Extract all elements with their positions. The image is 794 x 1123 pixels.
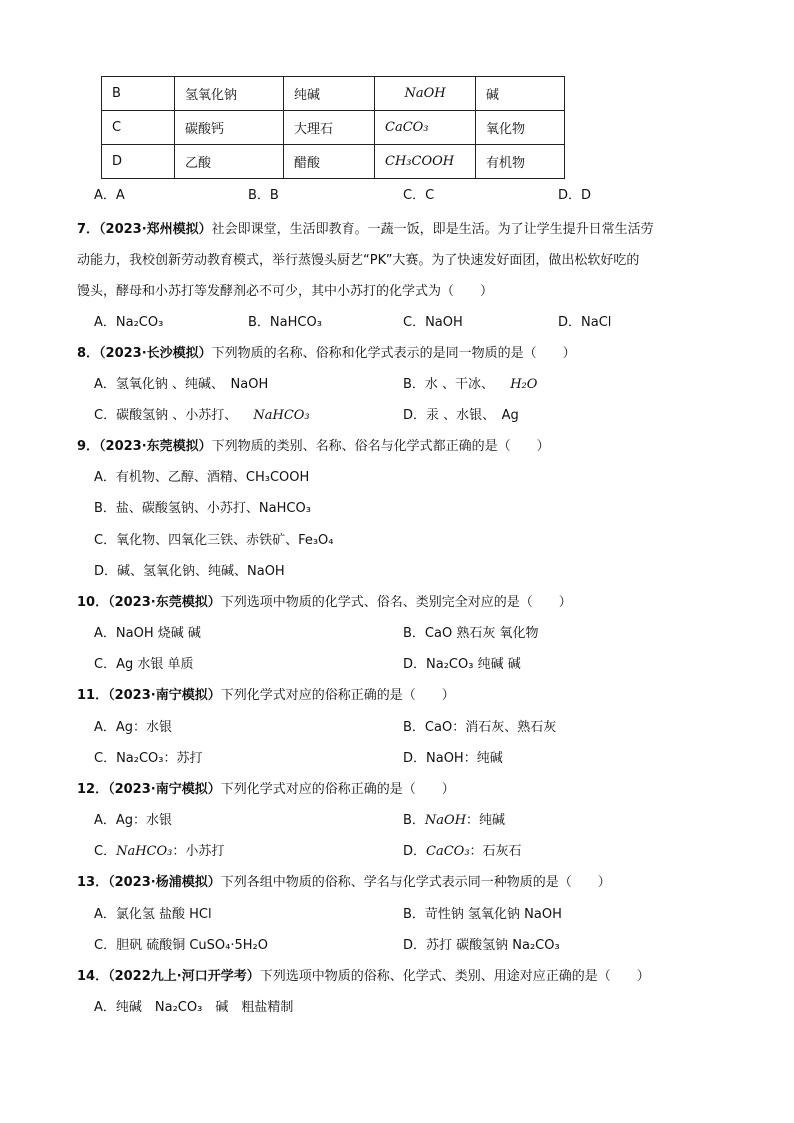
option-a: A．A: [94, 188, 125, 203]
question-stem: 下列各组中物质的俗称、学名与化学式表示同一种物质的是（ ）: [220, 875, 611, 890]
table-cell: 有机物: [476, 145, 565, 179]
table-cell: 大理石: [284, 111, 375, 145]
option-a: A．Na₂CO₃: [94, 315, 164, 330]
question-10: [77, 594, 572, 612]
option-b: B．CaO 熟石灰 氧化物: [403, 626, 539, 641]
option-a: A．有机物、乙醇、酒精、CH₃COOH: [94, 470, 310, 485]
table-cell: 醋酸: [284, 145, 375, 179]
question-number: 9．: [77, 439, 100, 454]
question-number: 12．: [77, 782, 109, 797]
option-text: B．水 、干冰、: [403, 377, 495, 392]
question-7: [77, 221, 654, 239]
question-number: 13．: [77, 875, 109, 890]
question-7-line2: 动能力，我校创新劳动教育模式，举行蒸馒头厨艺“PK”大赛。为了快速发好面团，做出松软好吃的: [77, 253, 640, 268]
option-a: A．纯碱 Na₂CO₃ 碱 粗盐精制: [94, 1000, 294, 1015]
table-cell: 碳酸钙: [175, 111, 284, 145]
question-source: （2023·郑州模拟）: [99, 222, 212, 237]
question-14: [77, 968, 650, 986]
question-stem: 下列化学式对应的俗称正确的是（ ）: [220, 782, 455, 797]
option-c: C．胆矾 硫酸铜 CuSO₄·5H₂O: [94, 938, 268, 953]
question-source: （2023·南宁模拟）: [108, 782, 221, 797]
table-cell: 乙酸: [175, 145, 284, 179]
option-formula: NaHCO₃: [253, 408, 310, 423]
option-b: B．苛性钠 氢氧化钠 NaOH: [403, 907, 562, 922]
table-cell-formula: CH₃COOH: [375, 145, 476, 179]
option-formula: H₂O: [510, 377, 538, 392]
option-a: A．Ag：水银: [94, 813, 173, 828]
option-d: [403, 843, 522, 861]
question-source: （2023·东莞模拟）: [108, 595, 221, 610]
option-c: C．氧化物、四氧化三铁、赤铁矿、Fe₃O₄: [94, 533, 334, 548]
option-text: C．碳酸氢钠 、小苏打、: [94, 408, 238, 423]
option-a: A．NaOH 烧碱 碱: [94, 626, 201, 641]
table-cell: C: [102, 111, 175, 145]
option-b: B．B: [248, 188, 279, 203]
option-a: A．Ag：水银: [94, 720, 173, 735]
option-c: C．C: [403, 188, 435, 203]
question-number: 8．: [77, 346, 100, 361]
option-b: B．CaO：消石灰、熟石灰: [403, 720, 557, 735]
option-c: C．Ag 水银 单质: [94, 657, 194, 672]
option-letter: B．: [403, 813, 425, 828]
table-row: [102, 77, 565, 111]
option-d: D．NaOH：纯碱: [403, 751, 503, 766]
option-d: D．汞 、水银、 Ag: [403, 408, 519, 423]
question-source: （2023·南宁模拟）: [108, 688, 221, 703]
option-a: A．氢氧化钠 、纯碱、 NaOH: [94, 377, 269, 392]
option-text: ：纯碱: [466, 813, 506, 828]
question-source: （2023·杨浦模拟）: [108, 875, 221, 890]
q6-options: [0, 187, 794, 205]
question-8: [77, 345, 576, 363]
question-stem: 下列物质的类别、名称、俗名与化学式都正确的是（ ）: [211, 439, 550, 454]
question-source: （2022九上·河口开学考）: [108, 969, 260, 984]
option-formula: NaOH: [424, 813, 467, 828]
option-b: [403, 376, 537, 394]
table-cell: 氧化物: [476, 111, 565, 145]
table-cell: 纯碱: [284, 77, 375, 111]
question-stem: 下列物质的名称、俗称和化学式表示的是同一物质的是（ ）: [211, 346, 576, 361]
option-letter: C．: [94, 844, 117, 859]
table-cell: 氢氧化钠: [175, 77, 284, 111]
question-number: 14．: [77, 969, 109, 984]
option-b: B．盐、碳酸氢钠、小苏打、NaHCO₃: [94, 501, 311, 516]
option-b: [403, 812, 505, 830]
question-number: 10．: [77, 595, 109, 610]
option-d: D．D: [558, 188, 592, 203]
question-number: 11．: [77, 688, 109, 703]
option-a: A．氯化氢 盐酸 HCl: [94, 907, 212, 922]
question-13: [77, 874, 611, 892]
option-text: ：石灰石: [469, 844, 522, 859]
table-cell: B: [102, 77, 175, 111]
question-7-line3: 馒头，酵母和小苏打等发酵剂必不可少，其中小苏打的化学式为（ ）: [77, 284, 494, 299]
table-cell-formula: NaOH: [375, 77, 476, 111]
question-stem: 下列选项中物质的俗称、化学式、类别、用途对应正确的是（ ）: [259, 969, 650, 984]
option-formula: NaHCO₃: [116, 844, 173, 859]
question-source: （2023·长沙模拟）: [99, 346, 212, 361]
option-c: [94, 843, 224, 861]
question-9: [77, 438, 550, 456]
option-d: D．苏打 碳酸氢钠 Na₂CO₃: [403, 938, 560, 953]
option-b: B．NaHCO₃: [248, 315, 322, 330]
option-text: ：小苏打: [172, 844, 225, 859]
option-c: C．NaOH: [403, 315, 463, 330]
question-stem: 下列选项中物质的化学式、俗名、类别完全对应的是（ ）: [220, 595, 572, 610]
option-formula: CaCO₃: [426, 844, 470, 859]
question-number: 7．: [77, 222, 100, 237]
option-letter: D．: [403, 844, 427, 859]
q7-options: [0, 314, 794, 332]
table-row: [102, 145, 565, 179]
question-stem: 下列化学式对应的俗称正确的是（ ）: [220, 688, 455, 703]
option-d: D．NaCl: [558, 315, 612, 330]
question-11: [77, 687, 455, 705]
table-cell-formula: CaCO₃: [375, 111, 476, 145]
question-source: （2023·东莞模拟）: [99, 439, 212, 454]
question-12: [77, 781, 455, 799]
option-c: [94, 407, 310, 425]
substance-table: [101, 76, 565, 179]
table-cell: D: [102, 145, 175, 179]
question-stem: 社会即课堂，生活即教育。一蔬一饭，即是生活。为了让学生提升日常生活劳: [211, 222, 654, 237]
option-c: C．Na₂CO₃：苏打: [94, 751, 203, 766]
table-row: [102, 111, 565, 145]
table-cell: 碱: [476, 77, 565, 111]
option-d: D．Na₂CO₃ 纯碱 碱: [403, 657, 521, 672]
option-d: D．碱、氢氧化钠、纯碱、NaOH: [94, 564, 285, 579]
